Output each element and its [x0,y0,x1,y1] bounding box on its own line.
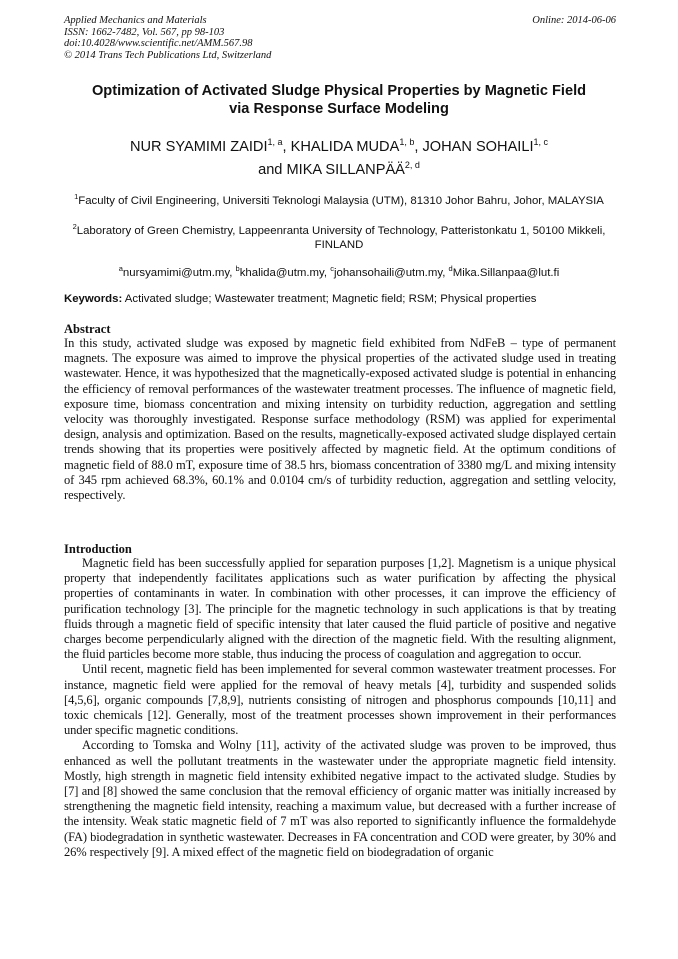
introduction-heading: Introduction [64,542,132,556]
author-affiliation-mark: 2, d [404,159,420,170]
email-separator: , [323,266,331,279]
keywords-label: Keywords: [64,293,123,305]
abstract-heading: Abstract [64,322,111,336]
keywords-text: Activated sludge; Wastewater treatment; Magnetic field; RSM; Physical properties [124,293,537,305]
keywords-line [64,292,616,306]
paper-title [54,82,624,118]
publication-header [64,15,616,61]
author-affiliation-mark: 1, a [267,137,283,147]
author-affiliation-mark: 1, c [533,137,549,147]
email-mark: a [118,264,123,273]
affiliation-text: Faculty of Civil Engineering, Universiti Teknologi Malaysia (UTM), 81310 Johor Bahru, Johor, MALAYSIA [78,194,604,207]
introduction-paragraph: Until recent, magnetic field has been implemented for several common wastewater treatment processes. For instance, magnetic field were applied for the removal of heavy metals [4], turbidity and suspended solids [4,5,6], organic compounds [7,8,9], nutrients consisting of nitrogen and phosphorus compounds [10,11] and toxic chemicals [12]. Generally, most of the treatment processes shown improvement in their performances under specific magnetic conditions. [64,662,616,738]
introduction-body [64,556,616,860]
journal-name: Applied Mechanics and Materials [64,15,207,26]
email-mark: c [330,264,334,273]
email-mark: d [448,264,453,273]
doi-line: doi:10.4028/www.scientific.net/AMM.567.98 [64,38,253,49]
affiliation-2 [58,220,620,253]
author-name: and MIKA SILLANPÄÄ [258,161,405,178]
email-separator: , [229,266,236,279]
author-name: KHALIDA MUDA [290,138,400,155]
email-address[interactable]: johansohaili@utm.my [333,266,443,279]
affiliation-number: 1 [74,192,79,201]
author-line-1 [54,133,624,156]
author-emails [58,262,620,280]
title-line-1: Optimization of Activated Sludge Physical Properties by Magnetic Field [91,83,587,99]
affiliation-1 [58,190,620,208]
title-line-2: via Response Surface Modeling [229,101,449,117]
email-address[interactable]: Mika.Sillanpaa@lut.fi [452,266,560,279]
author-name: NUR SYAMIMI ZAIDI [129,138,268,155]
email-address[interactable]: nursyamimi@utm.my [122,266,230,279]
introduction-paragraph: According to Tomska and Wolny [11], activity of the activated sludge was proven to be improved, thus enhanced as well the pollutant treatments in the wastewater under the appropriate magnetic field intensity. Mostly, high strength in magnetic field intensity exhibited negative impact to the activated sludge. Studies by [7] and [8] showed the same conclusion that the removal efficiency of organic matter was initially increased by strengthening the magnetic field intensity, reaching a maximum value, but decreased with a further increase of the intensity. Weak static magnetic field of 7 mT was also reported to significantly influence the formaldehyde (FA) biodegradation in synthetic wastewater. Decreases in FA concentration and COD were greater, by 30% and 26% respectively [9]. A mixed effect of the magnetic field on biodegradation of organic [64,738,616,859]
email-separator: , [442,266,449,279]
author-separator: , [414,138,423,155]
issn-line: ISSN: 1662-7482, Vol. 567, pp 98-103 [64,26,225,38]
online-date: Online: 2014-06-06 [532,15,616,26]
email-mark: b [235,264,240,273]
author-list [54,133,624,179]
abstract-text: In this study, activated sludge was exposed by magnetic field exhibited from NdFeB – type of permanent magnets. The exposure was aimed to improve the physical properties of the activated sludge used in treating wastewater. Hence, it was hypothesized that the magnetically-exposed activated sludge is potential in enhancing the efficiency of removal performances of the wastewater treatment processes. The influence of magnetic field, exposure time, biomass concentration and mixing intensity on turbidity reduction, aggregation and settling velocity was thoroughly investigated. Response surface methodology (RSM) was applied for experimental design, analysis and optimization. Based on the results, magnetically-exposed activated sludge displayed certain trends showing that its properties were positively affected by magnetic field. At the optimum conditions of magnetic field of 88.0 mT, exposure time of 38.5 hrs, biomass concentration of 3380 mg/L and mixing intensity of 345 rpm achieved 68.3%, 60.1% and 0.0104 cm/s of turbidity reduction, aggregation and settling velocity, respectively. [64,336,616,503]
abstract-body [64,336,616,503]
introduction-paragraph: Magnetic field has been successfully applied for separation purposes [1,2]. Magnetism is a unique physical property that independently facilitates applications such as water purification by affecting the physical properties of contaminants in water. In combination with other processes, it can improve the efficiency of purification technology [3]. The principle for the magnetic technology in such applications is that by treating fluids through a magnetic field of specific intensity that later caused the fluid particle of positive and negative charges become perpendicularly aligned with the direction of the magnetic field. With the resulting alignment, the fluid particles become more stable, thus inducing the process of coagulation and aggregation to occur. [64,556,616,662]
copyright-line: © 2014 Trans Tech Publications Ltd, Switzerland [64,49,272,61]
affiliation-text: Laboratory of Green Chemistry, Lappeenranta University of Technology, Patteristonkatu 1, 50100 Mikkeli, FINLAND [76,224,606,252]
email-address[interactable]: khalida@utm.my [239,266,324,279]
author-line-2 [54,156,624,179]
affiliation-number: 2 [72,222,77,231]
author-name: JOHAN SOHAILI [422,138,534,155]
author-separator: , [282,138,291,155]
author-affiliation-mark: 1, b [399,137,415,147]
